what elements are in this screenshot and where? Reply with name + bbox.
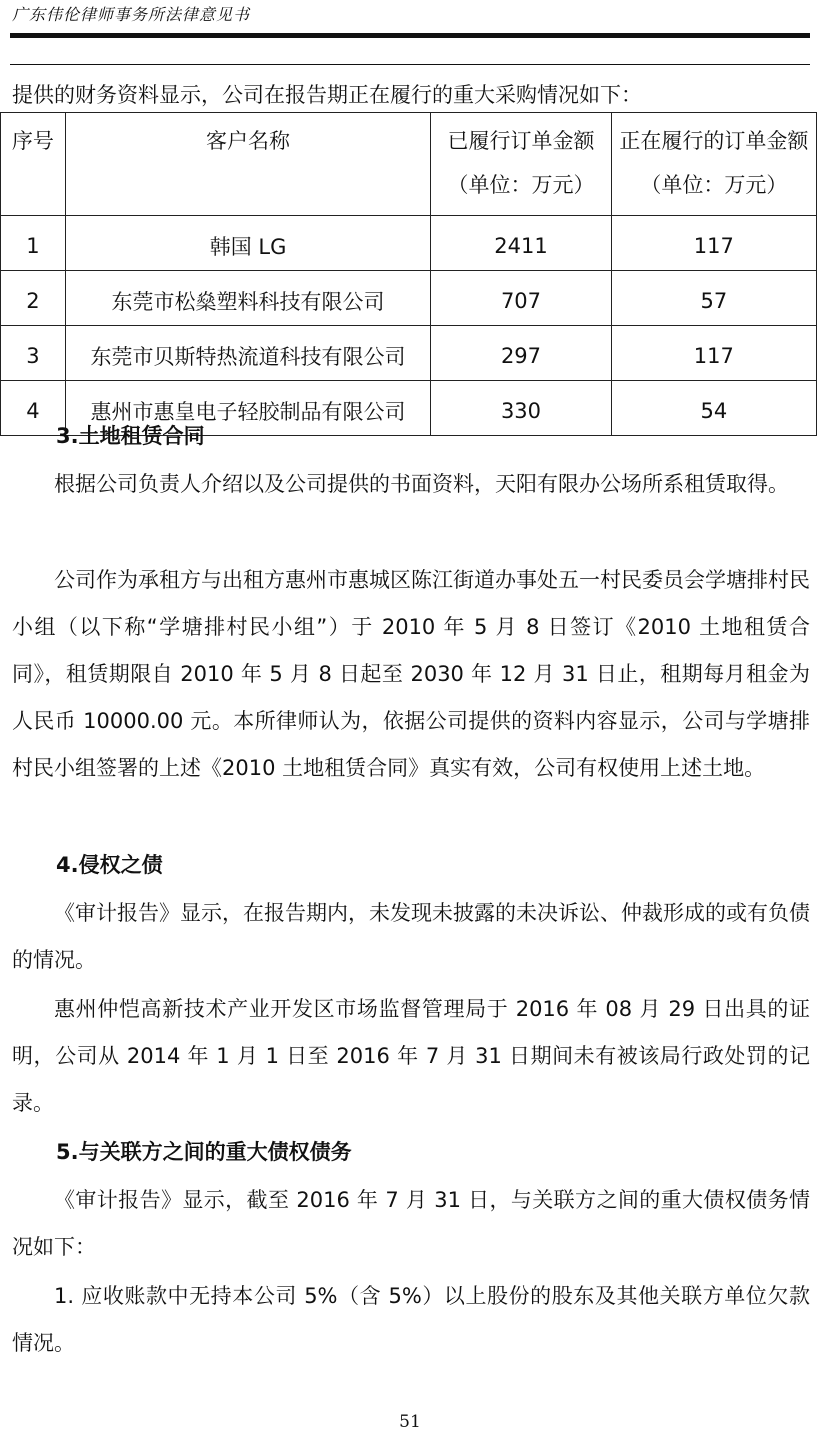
- cell-completed-amount: 330: [431, 381, 611, 436]
- section-5-paragraph-2: 1. 应收账款中无持本公司 5%（含 5%）以上股份的股东及其他关联方单位欠款情况。: [12, 1284, 810, 1355]
- cell-no: 2: [1, 271, 66, 326]
- cell-customer-name: 东莞市贝斯特热流道科技有限公司: [65, 326, 430, 381]
- cell-ongoing-amount: 54: [611, 381, 816, 436]
- cell-no: 1: [1, 216, 66, 271]
- page-number: 51: [399, 1412, 421, 1432]
- cell-customer-name: 惠州市惠皇电子轻胶制品有限公司: [65, 381, 430, 436]
- section-5-paragraph-1: 《审计报告》显示，截至 2016 年 7 月 31 日，与关联方之间的重大债权债务情况如下：: [12, 1188, 810, 1259]
- section-3-paragraph-2: 公司作为承租方与出租方惠州市惠城区陈江街道办事处五一村民委员会学塘排村民小组（以下称“学塘排村民小组”）于 2010 年 5 月 8 日签订《2010 土地租赁合同》，租赁期限自 2010 年 5 月 8 日起至 2030 年 12 月 31 日止，租期每月租金为人民币 10000.00 元。本所律师认为，依据公司提供的资料内容显示，公司与学塘排村民小组签署的上述《2010 土地租赁合同》真实有效，公司有权使用上述土地。: [12, 568, 810, 780]
- cell-customer-name: 韩国 LG: [65, 216, 430, 271]
- cell-completed-amount: 707: [431, 271, 611, 326]
- intro-line: 提供的财务资料显示，公司在报告期正在履行的重大采购情况如下：: [12, 83, 642, 107]
- cell-no: 3: [1, 326, 66, 381]
- section-4-heading: 4.侵权之债: [56, 853, 163, 877]
- header-ongoing-amount: 正在履行的订单金额（单位：万元）: [611, 113, 816, 216]
- table-row: [1, 216, 817, 271]
- header-customer-name: 客户名称: [65, 113, 430, 216]
- cell-no: 4: [1, 381, 66, 436]
- cell-ongoing-amount: 117: [611, 216, 816, 271]
- table-row: [1, 326, 817, 381]
- cell-ongoing-amount: 117: [611, 326, 816, 381]
- section-4-paragraph-2: 惠州仲恺高新技术产业开发区市场监督管理局于 2016 年 08 月 29 日出具的证明，公司从 2014 年 1 月 1 日至 2016 年 7 月 31 日期间未有被该局行政处罚的记录。: [12, 997, 810, 1115]
- cell-ongoing-amount: 57: [611, 271, 816, 326]
- purchase-table: [0, 112, 817, 436]
- section-3-heading: 3.土地租赁合同: [56, 424, 205, 448]
- table-header-row: [1, 113, 817, 216]
- cell-completed-amount: 2411: [431, 216, 611, 271]
- header-rule-thin: [10, 64, 810, 65]
- header-title: 广东伟伦律师事务所法律意见书: [12, 5, 251, 24]
- header-rule-thick: [10, 33, 810, 38]
- cell-completed-amount: 297: [431, 326, 611, 381]
- header-completed-amount: 已履行订单金额（单位：万元）: [431, 113, 611, 216]
- section-5-heading: 5.与关联方之间的重大债权债务: [56, 1140, 352, 1164]
- table-row: [1, 271, 817, 326]
- header-no: 序号: [1, 113, 66, 216]
- section-4-paragraph-1: 《审计报告》显示，在报告期内，未发现未披露的未决诉讼、仲裁形成的或有负债的情况。: [12, 901, 810, 972]
- section-3-paragraph-1: 根据公司负责人介绍以及公司提供的书面资料，天阳有限办公场所系租赁取得。: [54, 472, 789, 496]
- cell-customer-name: 东莞市松燊塑料科技有限公司: [65, 271, 430, 326]
